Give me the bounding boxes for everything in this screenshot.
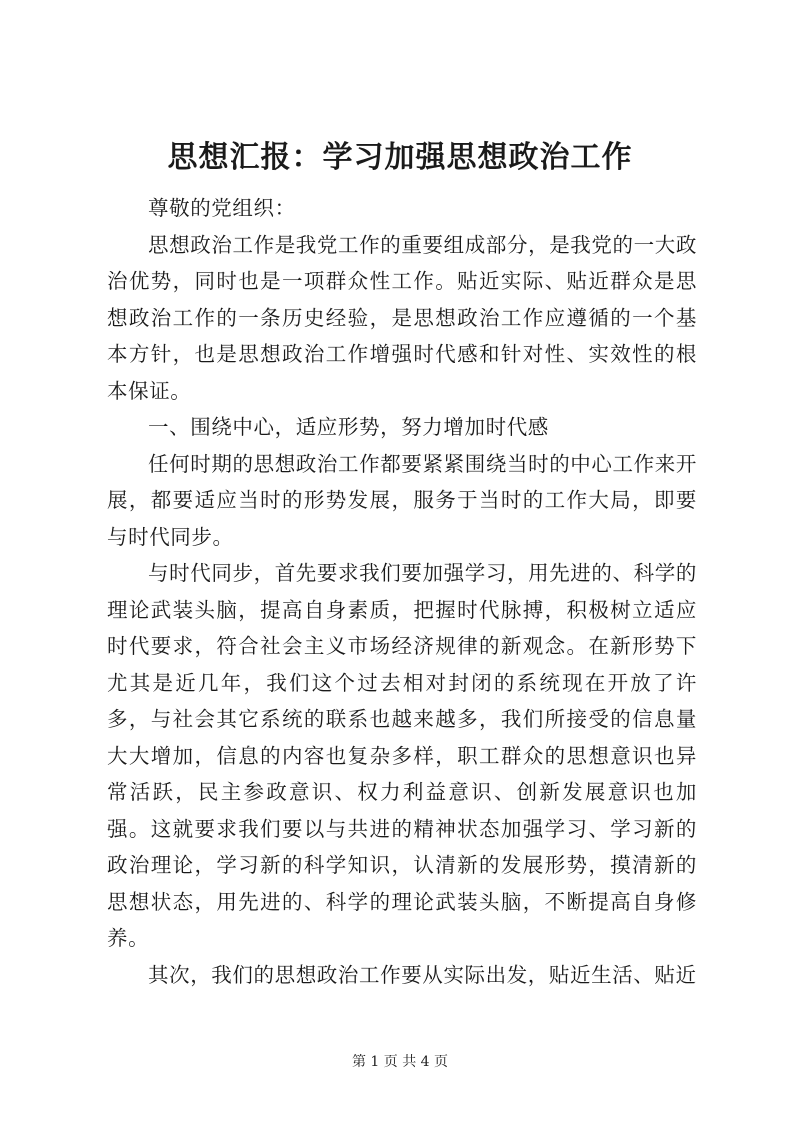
paragraph-intro: 思想政治工作是我党工作的重要组成部分，是我党的一大政治优势，同时也是一项群众性工作。贴近实际、贴近群众是思想政治工作的一条历史经验，是思想政治工作应遵循的一个基本方针，也是思想政治工作增强时代感和针对性、实效性的根本保证。 [107,232,697,403]
section-heading-1: 一、围绕中心，适应形势，努力增加时代感 [148,415,549,439]
document-title: 思想汇报：学习加强思想政治工作 [167,140,633,175]
paragraph: 与时代同步，首先要求我们要加强学习，用先进的、科学的理论武装头脑，提高自身素质，把握时代脉搏，积极树立适应时代要求，符合社会主义市场经济规律的新观念。在新形势下尤其是近几年，我们这个过去相对封闭的系统现在开放了许多，与社会其它系统的联系也越来越多，我们所接受的信息量大大增加，信息的内容也复杂多样，职工群众的思想意识也异常活跃，民主参政意识、权力利益意识、创新发展意识也加强。这就要求我们要以与共进的精神状态加强学习、学习新的政治理论，学习新的科学知识，认清新的发展形势，摸清新的思想状态，用先进的、科学的理论武装头脑，不断提高自身修养。 [107,561,697,950]
paragraph: 其次，我们的思想政治工作要从实际出发，贴近生活、贴近 [148,962,697,987]
salutation: 尊敬的党组织： [148,196,296,220]
document-body [107,190,697,993]
page-number-footer: 第 1 页 共 4 页 [351,1054,449,1070]
paragraph: 任何时期的思想政治工作都要紧紧围绕当时的中心工作来开展，都要适应当时的形势发展，服务于当时的工作大局，即要与时代同步。 [107,451,697,549]
